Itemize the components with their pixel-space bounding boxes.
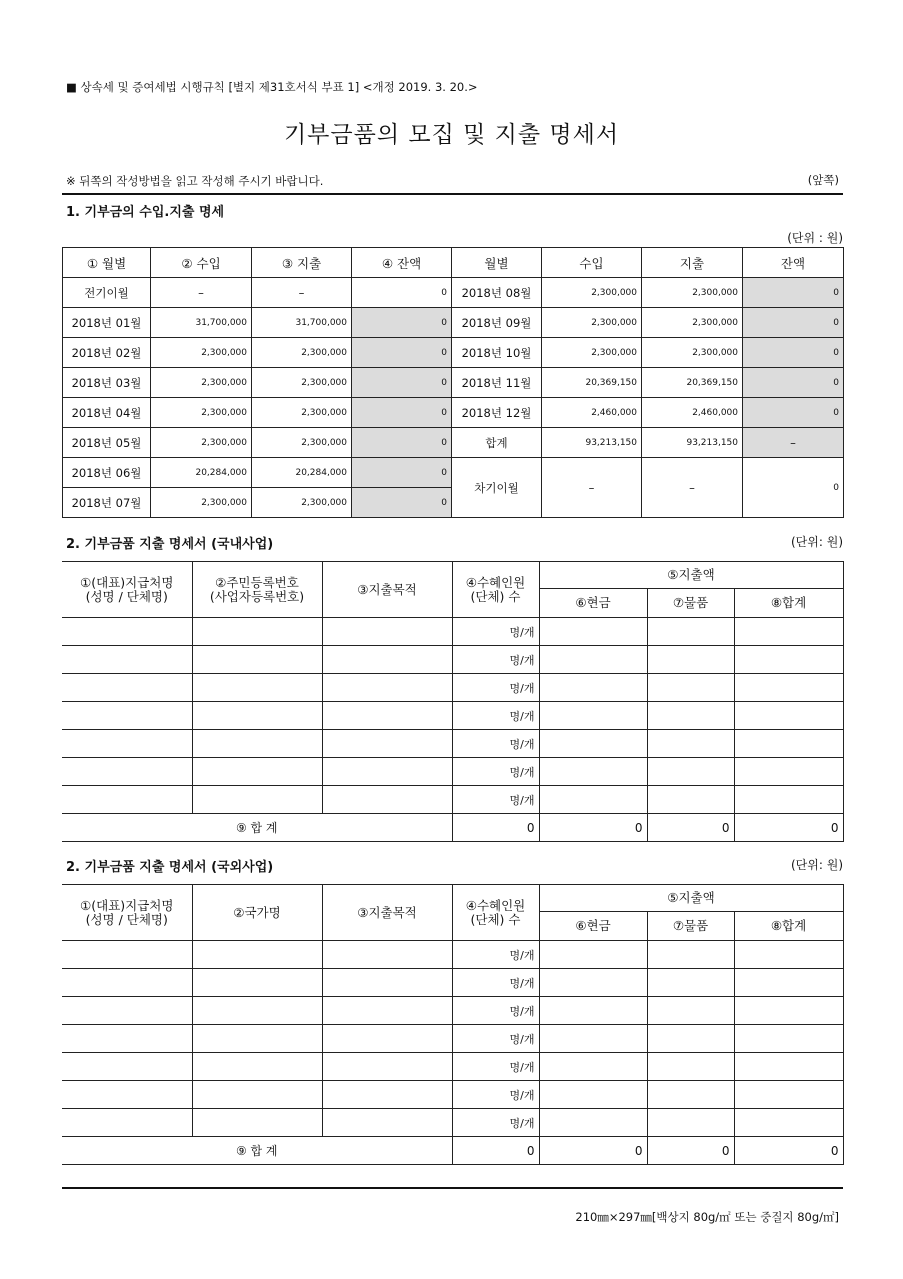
unit-cell: 명/개 (452, 1109, 539, 1137)
table-row (62, 786, 843, 814)
month-cell: 2018년 06월 (63, 458, 151, 488)
header-beneficiaries: ④수혜인원 (단체) 수 (452, 885, 539, 941)
unit-cell: 명/개 (452, 941, 539, 969)
header-recipient: ①(대표)지급처명 (성명 / 단체명) (62, 562, 192, 618)
empty-cell (734, 786, 843, 814)
header-goods: ⑦물품 (647, 912, 734, 941)
empty-cell (539, 941, 647, 969)
empty-cell (539, 997, 647, 1025)
empty-cell (734, 674, 843, 702)
empty-cell (647, 969, 734, 997)
empty-cell (62, 1081, 192, 1109)
balance-total-cell: – (743, 428, 844, 458)
empty-cell (322, 730, 452, 758)
empty-cell (62, 786, 192, 814)
section3-title: 2. 기부금품 지출 명세서 (국외사업) (66, 860, 274, 875)
carry-forward-label: 차기이월 (452, 458, 542, 518)
empty-cell (322, 674, 452, 702)
empty-cell (647, 1025, 734, 1053)
empty-cell (192, 702, 322, 730)
empty-cell (62, 730, 192, 758)
balance-cell: 0 (352, 368, 452, 398)
empty-cell (192, 758, 322, 786)
expense-cell: 31,700,000 (252, 308, 352, 338)
unit-cell: 명/개 (452, 758, 539, 786)
header-income: ② 수입 (151, 248, 252, 278)
expense-cell: 2,300,000 (252, 368, 352, 398)
empty-cell (647, 618, 734, 646)
header-expense-amount: ⑤지출액 (539, 562, 843, 589)
empty-cell (192, 997, 322, 1025)
unit-cell: 명/개 (452, 786, 539, 814)
income-total-cell: 93,213,150 (542, 428, 642, 458)
balance-cell: 0 (743, 338, 844, 368)
expense-cell: 2,300,000 (252, 398, 352, 428)
month-cell: 2018년 10월 (452, 338, 542, 368)
income-expense-table (62, 247, 844, 518)
unit-cell: 명/개 (452, 618, 539, 646)
empty-cell (539, 646, 647, 674)
unit-cell: 명/개 (452, 1025, 539, 1053)
table-header-row (62, 562, 843, 589)
expense-cell: 2,300,000 (252, 488, 352, 518)
income-cell: 2,300,000 (542, 338, 642, 368)
empty-cell (647, 758, 734, 786)
balance-cell: 0 (352, 308, 452, 338)
table-row (62, 969, 843, 997)
month-cell: 2018년 07월 (63, 488, 151, 518)
empty-cell (322, 1109, 452, 1137)
empty-cell (539, 618, 647, 646)
month-cell: 2018년 04월 (63, 398, 151, 428)
regulation-reference: ■ 상속세 및 증여세법 시행규칙 [별지 제31호서식 부표 1] <개정 2019. 3. 20.> (66, 80, 478, 94)
header-cash: ⑥현금 (539, 589, 647, 618)
empty-cell (647, 674, 734, 702)
header-purpose: ③지출목적 (322, 885, 452, 941)
income-cell: 2,300,000 (151, 428, 252, 458)
table-header-row (62, 885, 843, 912)
empty-cell (734, 1081, 843, 1109)
empty-cell (62, 674, 192, 702)
total-row (62, 814, 843, 842)
paper-spec: 210㎜×297㎜[백상지 80g/㎡ 또는 중질지 80g/㎡] (575, 1210, 839, 1224)
header-recipient: ①(대표)지급처명 (성명 / 단체명) (62, 885, 192, 941)
empty-cell (192, 941, 322, 969)
empty-cell (734, 969, 843, 997)
month-cell: 2018년 02월 (63, 338, 151, 368)
table-row (63, 368, 844, 398)
empty-cell (192, 618, 322, 646)
table-row (62, 702, 843, 730)
header-registration-number: ②주민등록번호 (사업자등록번호) (192, 562, 322, 618)
empty-cell (322, 997, 452, 1025)
header-expense-amount: ⑤지출액 (539, 885, 843, 912)
total-beneficiaries: 0 (452, 814, 539, 842)
unit-cell: 명/개 (452, 702, 539, 730)
section2-unit: (단위: 원) (791, 535, 843, 549)
empty-cell (62, 1053, 192, 1081)
instruction-note: ※ 뒤쪽의 작성방법을 읽고 작성해 주시기 바랍니다. (66, 174, 324, 188)
empty-cell (322, 1053, 452, 1081)
balance-cell: 0 (352, 338, 452, 368)
table-row (62, 646, 843, 674)
empty-cell (539, 730, 647, 758)
income-cell: – (151, 278, 252, 308)
balance-cell: 0 (743, 278, 844, 308)
empty-cell (62, 646, 192, 674)
page-side-label: (앞쪽) (807, 173, 839, 187)
table-row (63, 428, 844, 458)
month-cell: 전기이월 (63, 278, 151, 308)
total-row (62, 1137, 843, 1165)
empty-cell (322, 941, 452, 969)
expense-cell: 20,369,150 (642, 368, 743, 398)
header-goods: ⑦물품 (647, 589, 734, 618)
empty-cell (322, 702, 452, 730)
expense-cell: – (252, 278, 352, 308)
empty-cell (62, 702, 192, 730)
month-cell: 2018년 05월 (63, 428, 151, 458)
income-cell: 2,300,000 (151, 338, 252, 368)
total-label: ⑨ 합 계 (62, 814, 452, 842)
empty-cell (62, 758, 192, 786)
total-cash: 0 (539, 1137, 647, 1165)
empty-cell (322, 786, 452, 814)
table-row (63, 338, 844, 368)
income-cell: 2,300,000 (542, 278, 642, 308)
empty-cell (647, 702, 734, 730)
table-row (63, 278, 844, 308)
income-cell: 2,300,000 (542, 308, 642, 338)
total-goods: 0 (647, 1137, 734, 1165)
empty-cell (322, 758, 452, 786)
unit-cell: 명/개 (452, 997, 539, 1025)
total-sum: 0 (734, 814, 843, 842)
unit-cell: 명/개 (452, 646, 539, 674)
empty-cell (647, 1081, 734, 1109)
section2-title: 2. 기부금품 지출 명세서 (국내사업) (66, 537, 274, 552)
unit-cell: 명/개 (452, 730, 539, 758)
expense-cell: 2,300,000 (642, 338, 743, 368)
empty-cell (539, 1081, 647, 1109)
header-income-2: 수입 (542, 248, 642, 278)
empty-cell (734, 997, 843, 1025)
balance-cell: 0 (352, 488, 452, 518)
month-cell: 2018년 08월 (452, 278, 542, 308)
month-cell: 2018년 12월 (452, 398, 542, 428)
empty-cell (62, 1025, 192, 1053)
income-cell: 2,300,000 (151, 488, 252, 518)
empty-cell (647, 941, 734, 969)
empty-cell (734, 1053, 843, 1081)
section1-unit: (단위 : 원) (787, 231, 843, 245)
empty-cell (192, 730, 322, 758)
empty-cell (647, 1109, 734, 1137)
balance-cell: 0 (352, 278, 452, 308)
empty-cell (539, 1053, 647, 1081)
carry-forward-balance: 0 (743, 458, 844, 518)
unit-cell: 명/개 (452, 674, 539, 702)
month-cell: 2018년 09월 (452, 308, 542, 338)
empty-cell (322, 1025, 452, 1053)
balance-cell: 0 (352, 458, 452, 488)
header-purpose: ③지출목적 (322, 562, 452, 618)
header-sum: ⑧합계 (734, 589, 843, 618)
empty-cell (647, 786, 734, 814)
expense-cell: 2,300,000 (642, 308, 743, 338)
income-cell: 2,460,000 (542, 398, 642, 428)
total-beneficiaries: 0 (452, 1137, 539, 1165)
table-row (62, 1025, 843, 1053)
header-balance: ④ 잔액 (352, 248, 452, 278)
empty-cell (539, 702, 647, 730)
empty-cell (322, 1081, 452, 1109)
empty-cell (192, 969, 322, 997)
empty-cell (734, 618, 843, 646)
header-beneficiaries: ④수혜인원 (단체) 수 (452, 562, 539, 618)
empty-cell (539, 1025, 647, 1053)
balance-cell: 0 (743, 368, 844, 398)
empty-cell (647, 1053, 734, 1081)
domestic-expense-table (62, 561, 844, 842)
expense-cell: 2,460,000 (642, 398, 743, 428)
unit-cell: 명/개 (452, 969, 539, 997)
total-sum: 0 (734, 1137, 843, 1165)
balance-cell: 0 (743, 308, 844, 338)
total-label: ⑨ 합 계 (62, 1137, 452, 1165)
header-expense: ③ 지출 (252, 248, 352, 278)
empty-cell (539, 969, 647, 997)
balance-cell: 0 (352, 398, 452, 428)
header-country: ②국가명 (192, 885, 322, 941)
table-row (62, 1081, 843, 1109)
header-month: ① 월별 (63, 248, 151, 278)
month-cell: 2018년 03월 (63, 368, 151, 398)
table-row (63, 308, 844, 338)
empty-cell (647, 997, 734, 1025)
income-cell: 2,300,000 (151, 368, 252, 398)
expense-cell: 2,300,000 (252, 338, 352, 368)
header-cash: ⑥현금 (539, 912, 647, 941)
table-row (62, 1109, 843, 1137)
empty-cell (734, 1109, 843, 1137)
empty-cell (539, 786, 647, 814)
section3-unit: (단위: 원) (791, 858, 843, 872)
table-row (62, 730, 843, 758)
empty-cell (192, 646, 322, 674)
empty-cell (734, 646, 843, 674)
table-row (62, 1053, 843, 1081)
expense-cell: 2,300,000 (642, 278, 743, 308)
income-cell: 2,300,000 (151, 398, 252, 428)
empty-cell (192, 1109, 322, 1137)
top-divider (62, 193, 843, 195)
table-row (63, 458, 844, 488)
balance-cell: 0 (743, 398, 844, 428)
table-row (63, 398, 844, 428)
empty-cell (192, 1053, 322, 1081)
carry-forward-expense: – (642, 458, 743, 518)
empty-cell (192, 1081, 322, 1109)
empty-cell (539, 1109, 647, 1137)
empty-cell (62, 941, 192, 969)
empty-cell (62, 997, 192, 1025)
carry-forward-income: – (542, 458, 642, 518)
unit-cell: 명/개 (452, 1081, 539, 1109)
header-month-2: 월별 (452, 248, 542, 278)
empty-cell (647, 730, 734, 758)
empty-cell (647, 646, 734, 674)
empty-cell (734, 941, 843, 969)
income-cell: 31,700,000 (151, 308, 252, 338)
empty-cell (192, 1025, 322, 1053)
empty-cell (62, 1109, 192, 1137)
table-row (62, 997, 843, 1025)
empty-cell (192, 786, 322, 814)
table-row (62, 674, 843, 702)
empty-cell (734, 730, 843, 758)
income-cell: 20,284,000 (151, 458, 252, 488)
empty-cell (192, 674, 322, 702)
page-title: 기부금품의 모집 및 지출 명세서 (283, 122, 620, 148)
empty-cell (322, 618, 452, 646)
section1-title: 1. 기부금의 수입.지출 명세 (66, 205, 225, 220)
expense-cell: 2,300,000 (252, 428, 352, 458)
empty-cell (539, 758, 647, 786)
table-header-row (63, 248, 844, 278)
table-row (62, 941, 843, 969)
header-balance-2: 잔액 (743, 248, 844, 278)
table-row (62, 618, 843, 646)
total-label-cell: 합계 (452, 428, 542, 458)
table-row (62, 758, 843, 786)
expense-total-cell: 93,213,150 (642, 428, 743, 458)
balance-cell: 0 (352, 428, 452, 458)
empty-cell (539, 674, 647, 702)
empty-cell (62, 618, 192, 646)
overseas-expense-table (62, 884, 844, 1165)
empty-cell (734, 702, 843, 730)
unit-cell: 명/개 (452, 1053, 539, 1081)
empty-cell (734, 758, 843, 786)
empty-cell (322, 646, 452, 674)
header-expense-2: 지출 (642, 248, 743, 278)
header-sum: ⑧합계 (734, 912, 843, 941)
month-cell: 2018년 01월 (63, 308, 151, 338)
total-cash: 0 (539, 814, 647, 842)
income-cell: 20,369,150 (542, 368, 642, 398)
expense-cell: 20,284,000 (252, 458, 352, 488)
empty-cell (322, 969, 452, 997)
total-goods: 0 (647, 814, 734, 842)
empty-cell (62, 969, 192, 997)
empty-cell (734, 1025, 843, 1053)
bottom-divider (62, 1187, 843, 1189)
month-cell: 2018년 11월 (452, 368, 542, 398)
